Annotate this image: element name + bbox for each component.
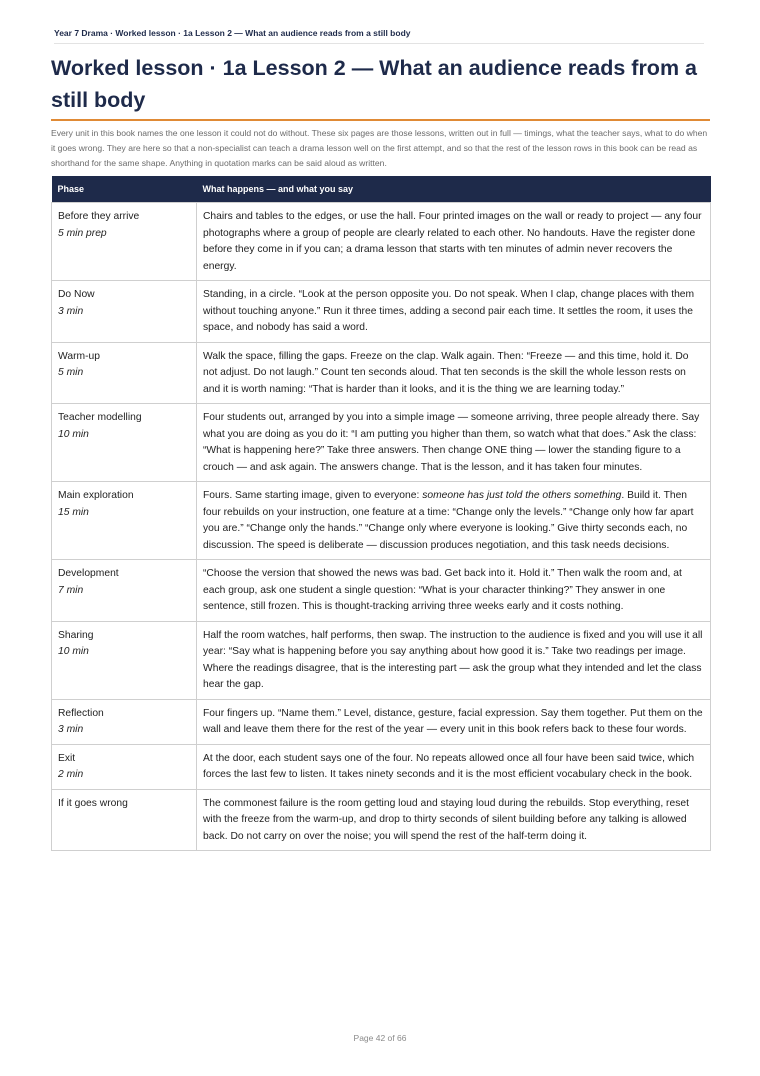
description-emphasis: someone has just told the others something xyxy=(422,490,622,501)
page-title: Worked lesson · 1a Lesson 2 — What an audience reads from a still body xyxy=(51,56,697,112)
description-cell: The commonest failure is the room getting loud and staying loud during the rebuilds. Stop everything, reset with the freeze from the warm-up, and drop to thirty seconds of silent building before any talking is allowed back. Do not carry on over the noise; you will spend the rest of the half-term doing it. xyxy=(197,789,711,851)
table-row xyxy=(52,404,711,482)
phase-cell xyxy=(52,404,197,482)
phase-name: Development xyxy=(58,568,119,579)
description-cell: Standing, in a circle. “Look at the person opposite you. Do not speak. When I clap, change places with them without touching anyone.” Run it three times, adding a second pair each time. It settles the room, it uses the space, and nobody has said a word. xyxy=(197,281,711,343)
table-row xyxy=(52,342,711,404)
description-cell: Chairs and tables to the edges, or use the hall. Four printed images on the wall or ready to project — any four photographs where a group of people are clearly related to each other. No handouts. Have the register done before they come in if you can; a drama lesson that starts with ten minutes of admin never recovers the energy. xyxy=(197,203,711,281)
table-row xyxy=(52,699,711,744)
phase-name: Do Now xyxy=(58,289,95,300)
phase-name: If it goes wrong xyxy=(58,797,128,809)
description-text: . Build it. Then four rebuilds on your instruction, one feature at a time: “Change only the levels.” “Change only how far apart you are.” “Change only the hands.” “Change only where everyone is looking.” Give thirty seconds each, no discussion. The speed is deliberate — discussion produces negotiation, and this task needs decisions. xyxy=(203,490,694,551)
phase-time: 3 min xyxy=(58,305,84,317)
table-row xyxy=(52,789,711,851)
page-number: Page 42 of 66 xyxy=(353,1033,407,1043)
description-cell xyxy=(197,482,711,560)
phase-cell xyxy=(52,203,197,281)
table-row xyxy=(52,621,711,699)
phase-name: Before they arrive xyxy=(58,211,140,222)
phase-time: 10 min xyxy=(58,428,89,440)
phase-time: 10 min xyxy=(58,646,89,657)
phase-cell xyxy=(52,789,197,851)
description-cell: Half the room watches, half performs, then swap. The instruction to the audience is fixed and you will use it all year: “Say what is happening before you say anything about how good it is.” Take two readings per image. Where the readings disagree, that is the interesting part — ask the group what they intended and let the class hear the gap. xyxy=(197,621,711,699)
description-cell: Walk the space, filling the gaps. Freeze on the clap. Walk again. Then: “Freeze — and this time, hold it. Do not adjust. Do not laugh.” Count ten seconds aloud. That ten seconds is the skill the whole lesson rests on and it is worth naming: “That is harder than it looks, and it is the thing we are learning today.” xyxy=(197,342,711,404)
title-divider xyxy=(51,119,710,121)
column-header-phase: Phase xyxy=(52,176,197,203)
phase-time: 5 min xyxy=(58,367,84,378)
table-header-row xyxy=(52,176,711,203)
phase-time: 5 min prep xyxy=(58,227,107,239)
running-head: Year 7 Drama · Worked lesson · 1a Lesson 2 — What an audience reads from a still body xyxy=(54,28,704,44)
phase-name: Reflection xyxy=(58,707,104,719)
table-row xyxy=(52,482,711,560)
table-row xyxy=(52,744,711,789)
phase-cell xyxy=(52,699,197,744)
description-text: Fours. Same starting image, given to everyone: xyxy=(203,490,423,501)
phase-name: Teacher modelling xyxy=(58,412,142,423)
lesson-table xyxy=(51,176,711,851)
description-cell: “Choose the version that showed the news was bad. Get back into it. Hold it.” Then walk the room and, at each group, ask one student a single question: “What is your character thinking?” They answer in one sentence, still frozen. This is thought-tracking arriving three weeks early and it costs nothing. xyxy=(197,560,711,622)
description-cell: Four fingers up. “Name them.” Level, distance, gesture, facial expression. Say them together. Put them on the wall and leave them there for the rest of the year — every unit in this book refers back to these four words. xyxy=(197,699,711,744)
phase-cell xyxy=(52,281,197,343)
description-cell: Four students out, arranged by you into a simple image — someone arriving, three people already there. Say what you are doing as you do it: “I am putting you higher than them, so watch what that does.” Ask the class: “What is happening here?” Take three answers. Then change ONE thing — lower the standing figure to a crouch — and ask again. The answers change. That is the lesson, and it has taken four minutes. xyxy=(197,404,711,482)
intro-paragraph: Every unit in this book names the one lesson it could not do without. These six pages are those lessons, written out in full — timings, what the teacher says, what to do when it goes wrong. They are here so that a non-specialist can teach a drama lesson well on the first attempt, and so that the rest of the lesson rows in this book can be read as shorthand for the same shape. Anything in quotation marks can be said aloud as written. xyxy=(51,128,708,168)
column-header-what-happens: What happens — and what you say xyxy=(197,176,711,203)
phase-name: Sharing xyxy=(58,629,94,641)
phase-cell xyxy=(52,482,197,560)
phase-name: Exit xyxy=(58,752,76,764)
phase-cell xyxy=(52,621,197,699)
phase-time: 7 min xyxy=(58,584,84,596)
phase-cell xyxy=(52,342,197,404)
phase-cell xyxy=(52,560,197,622)
table-row xyxy=(52,281,711,343)
phase-name: Main exploration xyxy=(58,490,134,501)
table-row xyxy=(52,560,711,622)
table-row xyxy=(52,203,711,281)
phase-time: 15 min xyxy=(58,506,89,518)
phase-time: 2 min xyxy=(58,769,84,780)
description-cell: At the door, each student says one of the four. No repeats allowed once all four have been said twice, which forces the last few to listen. It takes ninety seconds and it is the most efficient vocabulary check in the book. xyxy=(197,744,711,789)
phase-cell xyxy=(52,744,197,789)
phase-name: Warm-up xyxy=(58,350,100,362)
phase-time: 3 min xyxy=(58,724,84,735)
